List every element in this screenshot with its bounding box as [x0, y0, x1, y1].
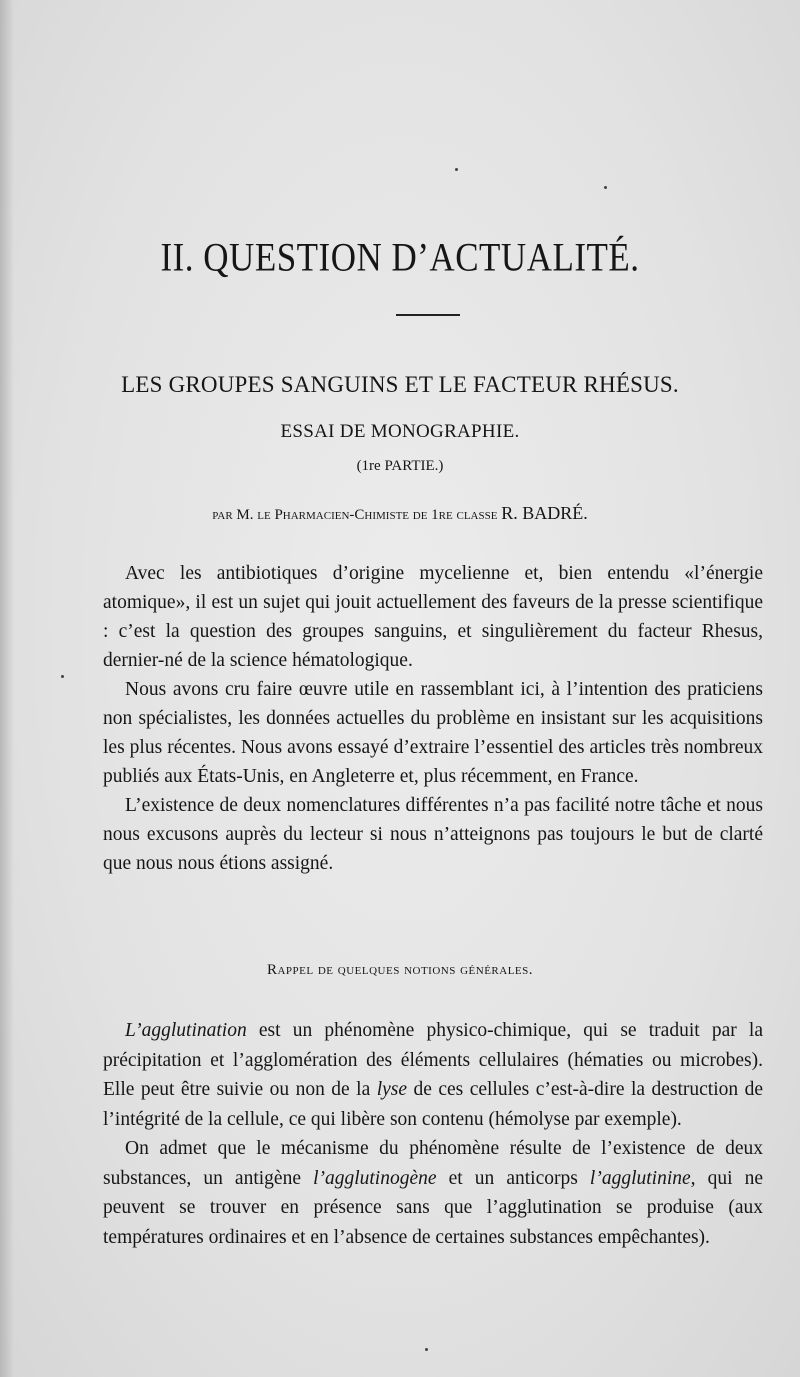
term-agglutination: L’agglutination — [125, 1020, 247, 1041]
title-rule — [396, 314, 460, 316]
definition-paragraph — [103, 1134, 763, 1252]
print-speck — [604, 186, 607, 189]
term-lyse: lyse — [376, 1079, 408, 1100]
text-span: et un anticorps — [436, 1167, 590, 1189]
intro-text — [103, 559, 763, 878]
text-span: est un phénomène physico-chimique, qui se traduit par la précipitation et l’agglomération des éléments cellulaires (hématies ou microbes). Elle peut être suivie ou non de la — [103, 1020, 763, 1100]
intro-paragraph: Nous avons cru faire œuvre utile en rassemblant ici, à l’intention des praticiens non spécialistes, les données actuelles du problème en insistant sur les acquisitions les plus récentes. Nous avons essayé d’extraire l’essentiel des articles très nombreux publiés aux États-Unis, en Angleterre et, plus récemment, en France. — [103, 679, 763, 787]
byline — [0, 503, 800, 524]
article-title: LES GROUPES SANGUINS ET LE FACTEUR RHÉSUS. — [121, 372, 679, 397]
page-shadow-edge — [0, 0, 14, 1377]
rappel-heading: Rappel de quelques notions générales. — [266, 962, 534, 978]
definition-paragraph — [103, 1016, 763, 1134]
article-subtitle: ESSAI DE MONOGRAPHIE. — [280, 421, 520, 442]
byline-prefix: par M. le Pharmacien-Chimiste de 1re classe — [212, 507, 502, 523]
print-speck — [425, 1348, 428, 1351]
text-span: qui ne peuvent se trouver en présence sans que l’agglutination se produise (aux températures ordinaires et en l’absence de certaines substances empêchantes). — [103, 1167, 764, 1248]
part-label: (1re PARTIE.) — [356, 458, 444, 474]
term-agglutinine: l’agglutinine, — [589, 1167, 696, 1189]
term-agglutinogene: l’agglutinogène — [313, 1167, 437, 1189]
byline-author: R. BADRÉ. — [501, 503, 588, 523]
text-span: de ces cellules c’est-à-dire la destruction de l’intégrité de la cellule, ce qui libère son contenu (hémolyse par exemple). — [103, 1079, 763, 1130]
section-title: II. QUESTION D’ACTUALITÉ. — [160, 235, 640, 280]
print-speck — [61, 675, 64, 678]
definitions-text — [103, 1016, 763, 1252]
intro-paragraph: Avec les antibiotiques d’origine mycelienne et, bien entendu «l’énergie atomique», il est un sujet qui jouit actuellement des faveurs de la presse scientifique : c’est la question des groupes sanguins, et singulièrement du facteur Rhesus, dernier-né de la science hématologique. — [103, 563, 763, 671]
intro-paragraph: L’existence de deux nomenclatures différentes n’a pas facilité notre tâche et nous nous excusons auprès du lecteur si nous n’atteignons pas toujours le but de clarté que nous nous étions assigné. — [103, 795, 763, 874]
print-speck — [455, 168, 458, 171]
text-span: On admet que le mécanisme du phénomène résulte de l’existence de deux substances, un antigène — [103, 1138, 763, 1189]
